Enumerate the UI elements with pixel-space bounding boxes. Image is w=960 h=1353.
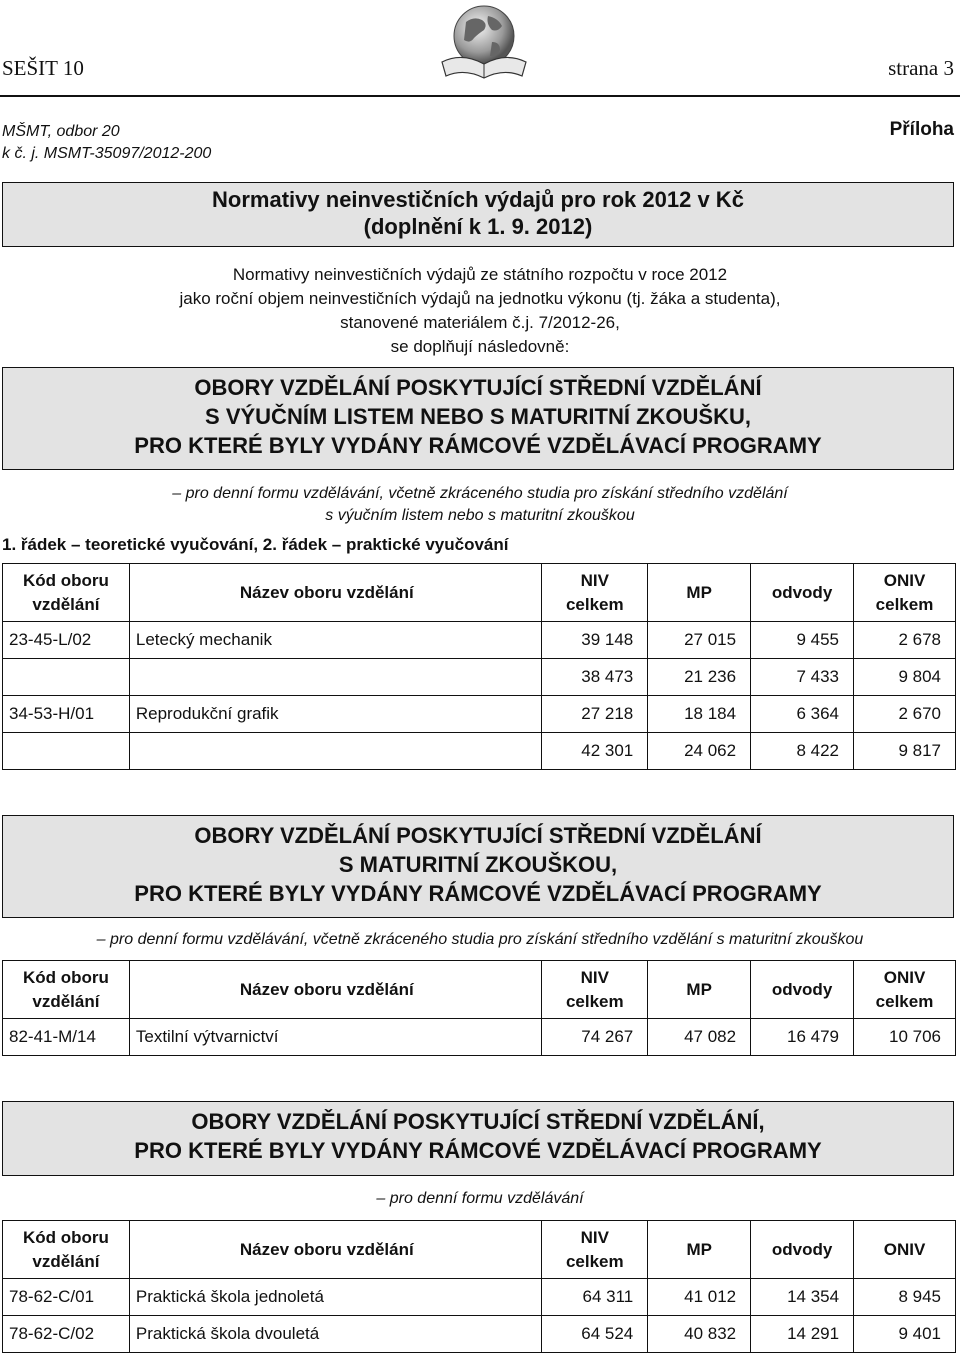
row-name: Textilní výtvarnictví	[129, 1019, 541, 1056]
col-niv: NIV celkem	[542, 1221, 648, 1279]
col-oniv: ONIV celkem	[854, 564, 956, 622]
row-mp: 27 015	[648, 622, 751, 659]
table-row	[3, 1019, 956, 1056]
row-oniv: 9 817	[854, 733, 956, 770]
row-niv: 27 218	[542, 696, 648, 733]
row-code: 78-62-C/02	[3, 1316, 130, 1353]
row-name	[129, 659, 541, 696]
row-odvody: 6 364	[751, 696, 854, 733]
section3-note: – pro denní formu vzdělávání	[376, 1190, 584, 1207]
section3-heading-line-2: PRO KTERÉ BYLY VYDÁNY RÁMCOVÉ VZDĚLÁVACÍ PROGRAMY	[134, 1138, 822, 1163]
table-row	[3, 1316, 956, 1353]
row-odvody: 14 354	[751, 1279, 854, 1316]
col-mp: MP	[648, 564, 751, 622]
section3-table	[2, 1220, 956, 1353]
appendix-label: Příloha	[889, 119, 954, 140]
row-name	[129, 733, 541, 770]
intro-text	[0, 263, 960, 359]
row-code: 23-45-L/02	[3, 622, 130, 659]
document-meta	[2, 121, 211, 165]
section1-note-line-2: s výučním listem nebo s maturitní zkouškou	[325, 507, 635, 524]
row-code: 78-62-C/01	[3, 1279, 130, 1316]
row-code	[3, 733, 130, 770]
table-row	[3, 696, 956, 733]
row-name: Praktická škola jednoletá	[129, 1279, 541, 1316]
title-line-2: (doplnění k 1. 9. 2012)	[363, 214, 593, 239]
meta-department: MŠMT, odbor 20	[2, 123, 120, 140]
row-name: Letecký mechanik	[129, 622, 541, 659]
row-mp: 21 236	[648, 659, 751, 696]
row-niv: 39 148	[542, 622, 648, 659]
row-odvody: 16 479	[751, 1019, 854, 1056]
section2-heading-line-3: PRO KTERÉ BYLY VYDÁNY RÁMCOVÉ VZDĚLÁVACÍ PROGRAMY	[134, 881, 822, 906]
col-odvody: odvody	[751, 1221, 854, 1279]
section1-heading-line-3: PRO KTERÉ BYLY VYDÁNY RÁMCOVÉ VZDĚLÁVACÍ PROGRAMY	[134, 433, 822, 458]
section2-heading-line-2: S MATURITNÍ ZKOUŠKOU,	[338, 852, 618, 877]
section1-heading-line-2: S VÝUČNÍM LISTEM NEBO S MATURITNÍ ZKOUŠKU,	[205, 404, 751, 429]
section2-heading	[2, 815, 954, 918]
row-code	[3, 659, 130, 696]
col-mp: MP	[648, 1221, 751, 1279]
section1-row-legend: 1. řádek – teoretické vyučování, 2. řádek – praktické vyučování	[2, 535, 509, 554]
row-code: 82-41-M/14	[3, 1019, 130, 1056]
row-odvody: 14 291	[751, 1316, 854, 1353]
globe-book-logo	[436, 2, 528, 80]
row-mp: 47 082	[648, 1019, 751, 1056]
row-odvody: 8 422	[751, 733, 854, 770]
section3-heading	[2, 1101, 954, 1176]
intro-line-4: se doplňují následovně:	[390, 337, 570, 356]
table-header-row	[3, 961, 956, 1019]
table-header-row	[3, 1221, 956, 1279]
intro-line-3: stanovené materiálem č.j. 7/2012-26,	[340, 313, 620, 332]
row-niv: 42 301	[542, 733, 648, 770]
table-header-row	[3, 564, 956, 622]
row-mp: 41 012	[648, 1279, 751, 1316]
table-row	[3, 733, 956, 770]
section1-note-line-1: – pro denní formu vzdělávání, včetně zkráceného studia pro získání středního vzdělání	[172, 485, 788, 502]
col-name: Název oboru vzdělání	[129, 1221, 541, 1279]
row-code: 34-53-H/01	[3, 696, 130, 733]
col-odvody: odvody	[751, 564, 854, 622]
row-oniv: 10 706	[854, 1019, 956, 1056]
section1-heading	[2, 367, 954, 470]
row-oniv: 9 401	[854, 1316, 956, 1353]
table-row	[3, 659, 956, 696]
col-odvody: odvody	[751, 961, 854, 1019]
row-oniv: 2 670	[854, 696, 956, 733]
row-mp: 18 184	[648, 696, 751, 733]
col-niv: NIV celkem	[542, 961, 648, 1019]
row-oniv: 8 945	[854, 1279, 956, 1316]
section2-note: – pro denní formu vzdělávání, včetně zkráceného studia pro získání středního vzdělání s maturitní zkouškou	[96, 931, 864, 948]
row-niv: 74 267	[542, 1019, 648, 1056]
col-name: Název oboru vzdělání	[129, 961, 541, 1019]
section1-heading-line-1: OBORY VZDĚLÁNÍ POSKYTUJÍCÍ STŘEDNÍ VZDĚLÁNÍ	[194, 375, 762, 400]
row-oniv: 2 678	[854, 622, 956, 659]
section2-heading-line-1: OBORY VZDĚLÁNÍ POSKYTUJÍCÍ STŘEDNÍ VZDĚLÁNÍ	[194, 823, 762, 848]
col-code: Kód oboru vzdělání	[3, 961, 130, 1019]
row-niv: 38 473	[542, 659, 648, 696]
col-mp: MP	[648, 961, 751, 1019]
header-divider	[0, 95, 960, 97]
row-odvody: 7 433	[751, 659, 854, 696]
section1-note	[0, 483, 960, 527]
row-mp: 40 832	[648, 1316, 751, 1353]
intro-line-2: jako roční objem neinvestičních výdajů na jednotku výkonu (tj. žáka a studenta),	[179, 289, 781, 308]
col-oniv: ONIV celkem	[854, 961, 956, 1019]
section3-heading-line-1: OBORY VZDĚLÁNÍ POSKYTUJÍCÍ STŘEDNÍ VZDĚLÁNÍ,	[191, 1109, 765, 1134]
col-code: Kód oboru vzdělání	[3, 1221, 130, 1279]
col-name: Název oboru vzdělání	[129, 564, 541, 622]
col-oniv: ONIV	[854, 1221, 956, 1279]
row-mp: 24 062	[648, 733, 751, 770]
col-code: Kód oboru vzdělání	[3, 564, 130, 622]
row-oniv: 9 804	[854, 659, 956, 696]
table-row	[3, 622, 956, 659]
header-series: SEŠIT 10	[2, 56, 84, 80]
row-odvody: 9 455	[751, 622, 854, 659]
table-row	[3, 1279, 956, 1316]
header-page: strana 3	[888, 56, 954, 80]
intro-line-1: Normativy neinvestičních výdajů ze státního rozpočtu v roce 2012	[232, 265, 728, 284]
row-name: Reprodukční grafik	[129, 696, 541, 733]
document-title	[2, 182, 954, 247]
row-niv: 64 311	[542, 1279, 648, 1316]
section2-table	[2, 960, 956, 1056]
row-niv: 64 524	[542, 1316, 648, 1353]
section1-table	[2, 563, 956, 770]
title-line-1: Normativy neinvestičních výdajů pro rok 2012 v Kč	[212, 187, 744, 212]
row-name: Praktická škola dvouletá	[129, 1316, 541, 1353]
col-niv: NIV celkem	[542, 564, 648, 622]
meta-reference: k č. j. MSMT-35097/2012-200	[2, 145, 212, 162]
